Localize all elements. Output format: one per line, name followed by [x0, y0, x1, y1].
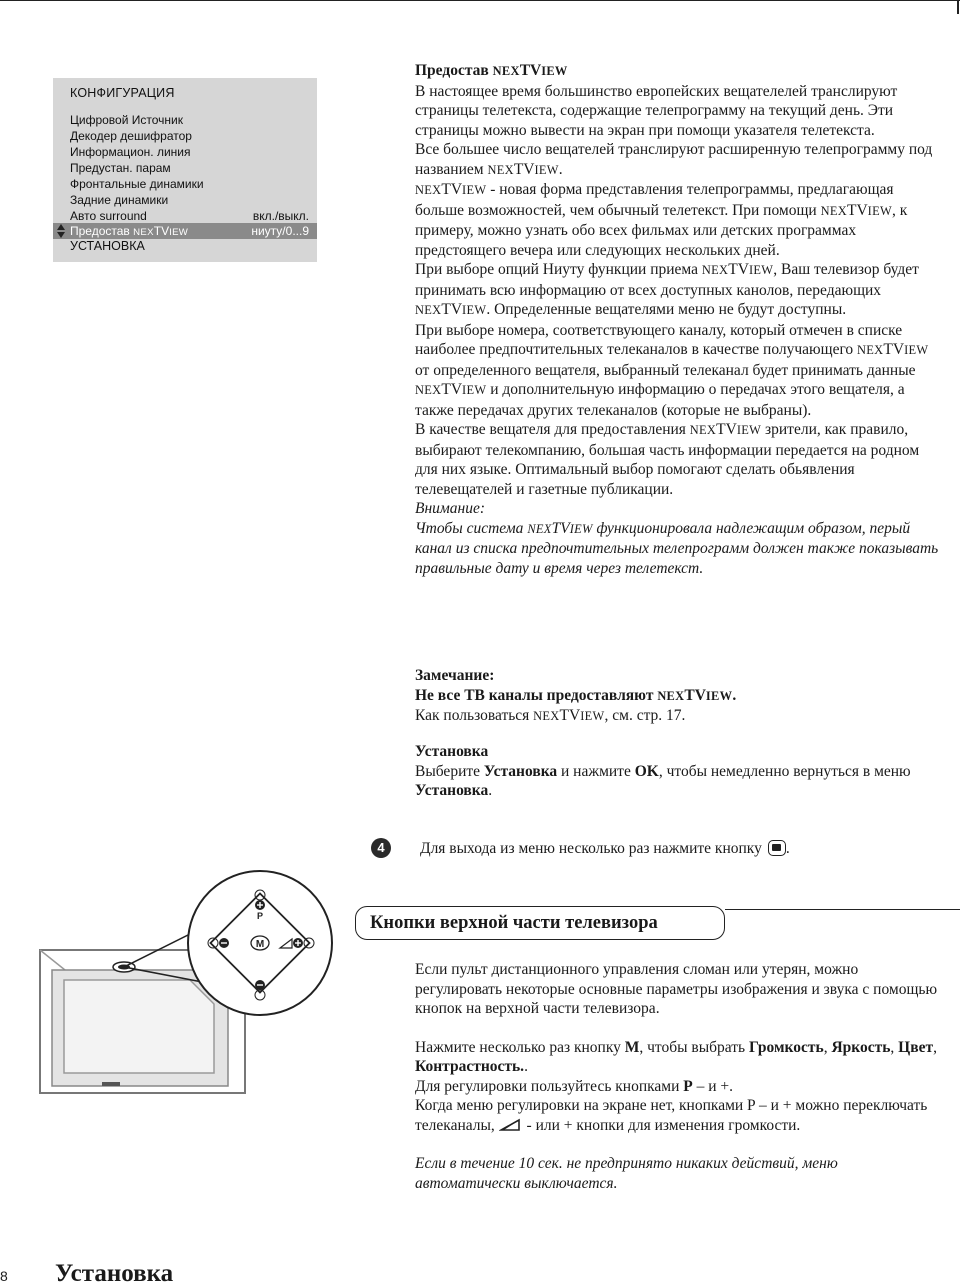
step-text: Для выхода из меню несколько раз нажмите кнопку . — [420, 840, 790, 857]
nextview-paragraph: В настоящее время большинство европейских вещателелей транслируют страницы телетекста, содержащие телепрограмму на текущий день. Эти страницы можно вывести на экран при помощи указателя телетекста. — [415, 82, 898, 139]
top-tick — [957, 0, 959, 14]
nextview-paragraph: В качестве вещателя для предоставления NEXTVIEW зрители, как правило, выбирают телекомпанию, большая часть информации передается на родном для них языке. Оптимальный выбор помогают сделать обьявления телевещателей и газетные публикации. — [415, 421, 920, 498]
section-heading-title: Кнопки верхной части телевизора — [370, 913, 658, 933]
menu-key-icon — [768, 840, 786, 856]
page-number: 8 — [0, 1268, 8, 1284]
menu-item-info-line[interactable]: Информацион. линия — [70, 145, 191, 159]
menu-footer: УСТАНОВКА — [70, 239, 145, 253]
attention-text: Чтобы система NEXTVIEW функционировала надлежащим образом, перый канал из списка предпочтительных телепрограмм должен также показывать правильные дату и время через телетекст. — [415, 519, 939, 577]
note-reference: Как пользоваться NEXTVIEW, см. стр. 17. — [415, 707, 686, 724]
top-buttons-paragraph: Если пульт дистанционного управления сломан или утерян, можно регулировать некоторые основные параметры изображения и звука с помощью кнопок на верхной части телевизора. — [415, 961, 938, 1017]
menu-m-button[interactable] — [251, 936, 269, 950]
menu-item-rear-speakers[interactable]: Задние динамики — [70, 193, 169, 207]
nextview-paragraph: NEXTVIEW - новая форма представления телепрограммы, предлагающая больше возможностей, чем обычный телетекст. При помощи NEXTVIEW, к примеру, можно узнать обо всех фильмах или детских программах предстоящего вечера или следующих нескольких дней. — [415, 181, 908, 259]
menu-item-front-speakers[interactable]: Фронтальные динамики — [70, 177, 204, 191]
program-label: P — [256, 911, 264, 921]
menu-item-decoder[interactable]: Декодер дешифратор — [70, 129, 192, 143]
menu-m-label: M — [255, 939, 265, 950]
install-heading: Установка — [415, 743, 489, 760]
menu-item-presets[interactable]: Предустан. парам — [70, 161, 171, 175]
menu-item-value: вкл./выкл. — [252, 209, 309, 223]
nextview-paragraph: Все большее число вещателей транслируют расширенную телепрограмму под названием NEXTVIEW. — [415, 141, 933, 178]
tv-top-controls-illustration — [30, 858, 350, 1098]
nextview-paragraph: При выборе опций Ниуту функции приема NEXTVIEW, Ваш телевизор будет принимать всю информацию от всех доступных канолов, передающих NEXTVIEW. Определенные вещателями меню не будут доступны. — [415, 261, 919, 318]
volume-icon — [499, 1118, 523, 1132]
nextview-heading: Предостав NEXTVIEW — [415, 62, 568, 79]
menu-item-value: ниуту/0...9 — [251, 224, 309, 238]
top-buttons-paragraph: Для регулировки пользуйтесь кнопками P – и +. — [415, 1077, 734, 1095]
configuration-menu — [53, 78, 317, 262]
install-section — [415, 742, 945, 801]
section-heading-box — [355, 906, 725, 940]
top-buttons-paragraph: Нажмите несколько раз кнопку M, чтобы выбрать Громкость, Яркость, Цвет, Контрастность.. — [415, 1038, 937, 1075]
up-down-arrows-icon — [57, 224, 66, 238]
top-buttons-timeout-note: Если в течение 10 сек. не предпринято никаких действий, меню автоматически выключается. — [415, 1155, 838, 1192]
section-heading-rule — [725, 909, 960, 910]
menu-item-digital-source[interactable]: Цифровой Источник — [70, 113, 183, 127]
menu-item-auto-surround[interactable]: Авто surround вкл./выкл. — [70, 209, 309, 223]
note-section — [415, 666, 945, 727]
step-number-badge: 4 — [371, 838, 391, 858]
nextview-section — [415, 61, 945, 578]
note-label: Замечание: — [415, 667, 495, 684]
menu-title: КОНФИГУРАЦИЯ — [70, 86, 175, 100]
install-text: Выберите Установка и нажмите OK, чтобы немедленно вернуться в меню Установка. — [415, 762, 911, 799]
top-buttons-paragraph: Когда меню регулировки на экране нет, кнопками P – и + можно переключать телеканалы, - или + кнопки для изменения громкости. — [415, 1097, 928, 1134]
top-buttons-section — [415, 960, 945, 1193]
nextview-paragraph: При выборе номера, соответствующего каналу, который отмечен в списке наиболее предпочтительных телеканалов в качестве получающего NEXTVIEW от определенного вещателя, выбранный телеканал будет принимать данные NEXTVIEW и дополнительную информацию о передачах этого вещателя, а также передачах других телеканалов (которые не выбраны). — [415, 321, 929, 419]
note-bold-text: Не все ТВ каналы предоставляют NEXTVIEW. — [415, 686, 737, 704]
attention-label: Внимание: — [415, 500, 486, 517]
menu-item-nextview-selected[interactable]: Предостав NEXTVIEW ниуту/0...9 — [53, 223, 317, 239]
top-rule — [0, 0, 960, 1]
footer-section-title: Установка — [55, 1260, 174, 1287]
